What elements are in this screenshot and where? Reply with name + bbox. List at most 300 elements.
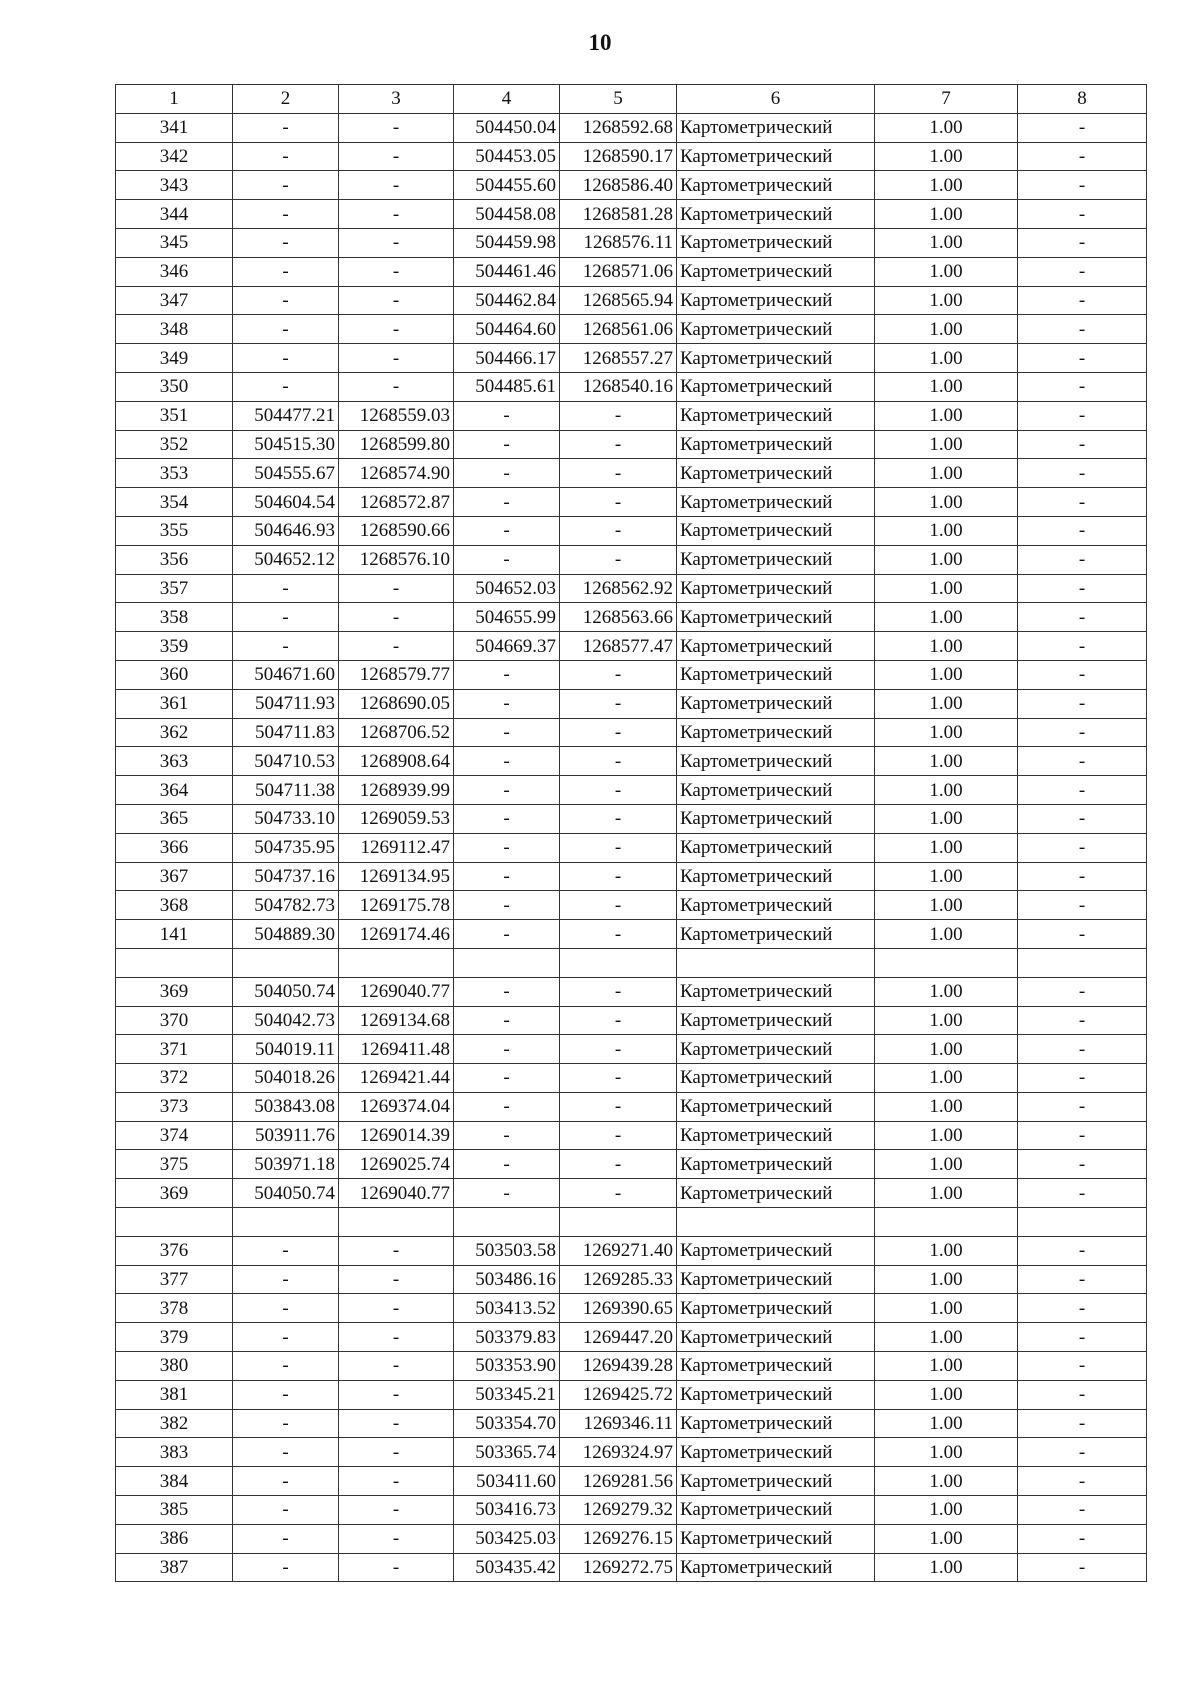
table-cell-col-1: 376 [116,1236,233,1265]
table-cell-col-4: 504464.60 [454,315,560,344]
table-cell-col-6: Картометрический [677,1064,875,1093]
table-row [116,718,1147,747]
table-cell-col-6: Картометрический [677,1409,875,1438]
table-cell-col-8: - [1018,113,1147,142]
table-cell-col-6: Картометрический [677,488,875,517]
table-cell-col-8: - [1018,603,1147,632]
table-cell-col-1: 374 [116,1121,233,1150]
table-cell-col-3 [339,1208,454,1237]
table-cell-col-8: - [1018,459,1147,488]
table-cell-col-4: - [454,430,560,459]
table-cell-col-6: Картометрический [677,833,875,862]
table-row [116,1553,1147,1582]
table-cell-col-5: 1268577.47 [560,632,677,661]
table-cell-col-1: 382 [116,1409,233,1438]
table-cell-col-3: - [339,286,454,315]
table-cell-col-3: 1268574.90 [339,459,454,488]
table-cell-col-6: Картометрический [677,1553,875,1582]
table-cell-col-4: - [454,833,560,862]
table-cell-col-1: 349 [116,344,233,373]
table-cell-col-2: - [233,228,339,257]
table-cell-col-8: - [1018,1150,1147,1179]
table-cell-col-3: - [339,1236,454,1265]
table-cell-col-1: 343 [116,171,233,200]
table-cell-col-3: - [339,1294,454,1323]
table-row [116,545,1147,574]
table-cell-col-3: - [339,142,454,171]
table-cell-col-7: 1.00 [875,660,1018,689]
table-cell-col-7: 1.00 [875,1467,1018,1496]
table-cell-col-3: - [339,344,454,373]
table-cell-col-8: - [1018,804,1147,833]
table-cell-col-7: 1.00 [875,920,1018,949]
table-cell-col-7: 1.00 [875,1179,1018,1208]
table-cell-col-5: 1269285.33 [560,1265,677,1294]
page-number: 10 [588,30,612,55]
table-cell-col-5: 1269439.28 [560,1352,677,1381]
table-cell-col-2: 504646.93 [233,516,339,545]
table-row [116,689,1147,718]
table-cell-col-7: 1.00 [875,1524,1018,1553]
table-row [116,1352,1147,1381]
table-cell-col-2: 503911.76 [233,1121,339,1150]
table-cell-col-2: 504711.93 [233,689,339,718]
table-cell-col-7: 1.00 [875,1294,1018,1323]
table-cell-col-8: - [1018,171,1147,200]
table-cell-col-1: 347 [116,286,233,315]
table-cell-col-5: - [560,1121,677,1150]
table-row [116,1150,1147,1179]
column-header-6: 6 [677,85,875,114]
table-cell-col-8: - [1018,1380,1147,1409]
coordinates-table [115,84,1147,1582]
table-cell-col-5: 1269281.56 [560,1467,677,1496]
table-cell-col-7: 1.00 [875,1064,1018,1093]
table-cell-col-8: - [1018,920,1147,949]
table-cell-col-1: 342 [116,142,233,171]
table-row [116,1179,1147,1208]
table-cell-col-4: - [454,891,560,920]
table-row [116,1467,1147,1496]
table-cell-col-2: 504735.95 [233,833,339,862]
table-cell-col-4: 504459.98 [454,228,560,257]
table-cell-col-5: - [560,804,677,833]
table-cell-col-2: - [233,113,339,142]
table-cell-col-5: - [560,488,677,517]
table-cell-col-6: Картометрический [677,574,875,603]
table-cell-col-5: 1269271.40 [560,1236,677,1265]
column-header-7: 7 [875,85,1018,114]
table-cell-col-8: - [1018,862,1147,891]
table-cell-col-2 [233,1208,339,1237]
table-cell-col-3: 1269411.48 [339,1035,454,1064]
table-cell-col-1: 377 [116,1265,233,1294]
table-cell-col-1: 373 [116,1092,233,1121]
table-row [116,920,1147,949]
table-cell-col-5: - [560,1035,677,1064]
table-cell-col-1: 359 [116,632,233,661]
table-cell-col-7: 1.00 [875,1380,1018,1409]
table-cell-col-3: 1268599.80 [339,430,454,459]
table-cell-col-8: - [1018,1265,1147,1294]
table-cell-col-2: - [233,200,339,229]
table-row [116,315,1147,344]
table-cell-col-3: 1269175.78 [339,891,454,920]
table-cell-col-7 [875,1208,1018,1237]
table-row [116,747,1147,776]
table-cell-col-8: - [1018,488,1147,517]
table-cell-col-6: Картометрический [677,689,875,718]
table-cell-col-2: 504782.73 [233,891,339,920]
table-cell-col-6: Картометрический [677,545,875,574]
table-row [116,632,1147,661]
column-header-1: 1 [116,85,233,114]
table-cell-col-5: 1269279.32 [560,1496,677,1525]
table-cell-col-2: 504477.21 [233,401,339,430]
table-cell-col-5: - [560,459,677,488]
table-cell-col-3: - [339,1438,454,1467]
table-cell-col-3: - [339,1524,454,1553]
table-cell-col-8: - [1018,228,1147,257]
table-cell-col-2: 504604.54 [233,488,339,517]
table-cell-col-3: - [339,171,454,200]
table-cell-col-6: Картометрический [677,920,875,949]
table-cell-col-7: 1.00 [875,603,1018,632]
table-cell-col-6: Картометрический [677,142,875,171]
table-cell-col-7: 1.00 [875,1323,1018,1352]
table-cell-col-8: - [1018,660,1147,689]
table-cell-col-6: Картометрический [677,228,875,257]
table-cell-col-6: Картометрический [677,1496,875,1525]
table-cell-col-3: - [339,228,454,257]
column-header-4: 4 [454,85,560,114]
table-cell-col-2: - [233,1409,339,1438]
table-cell-col-3: - [339,1380,454,1409]
table-cell-col-7: 1.00 [875,430,1018,459]
table-cell-col-7: 1.00 [875,286,1018,315]
table-row [116,977,1147,1006]
table-cell-col-5: - [560,1179,677,1208]
table-cell-col-4: 503503.58 [454,1236,560,1265]
table-cell-col-8: - [1018,632,1147,661]
table-cell-col-8: - [1018,1294,1147,1323]
table-cell-col-6: Картометрический [677,401,875,430]
table-row [116,113,1147,142]
table-cell-col-3: - [339,1352,454,1381]
table-cell-col-5: 1268561.06 [560,315,677,344]
table-cell-col-6: Картометрический [677,603,875,632]
table-cell-col-5: - [560,862,677,891]
table-cell-col-6: Картометрический [677,1121,875,1150]
table-cell-col-6: Картометрический [677,862,875,891]
table-cell-col-3: 1269421.44 [339,1064,454,1093]
table-cell-col-4: 504461.46 [454,257,560,286]
table-row [116,948,1147,977]
table-cell-col-2: - [233,1553,339,1582]
table-cell-col-7 [875,948,1018,977]
table-cell-col-8: - [1018,545,1147,574]
table-cell-col-8: - [1018,977,1147,1006]
table-cell-col-6: Картометрический [677,1236,875,1265]
table-cell-col-4: - [454,1035,560,1064]
table-cell-col-4: - [454,1179,560,1208]
table-cell-col-5: 1268586.40 [560,171,677,200]
table-cell-col-4: 503411.60 [454,1467,560,1496]
table-cell-col-6: Картометрический [677,804,875,833]
table-cell-col-1: 385 [116,1496,233,1525]
table-cell-col-2: - [233,1467,339,1496]
table-cell-col-6: Картометрический [677,344,875,373]
table-cell-col-4: 504462.84 [454,286,560,315]
table-cell-col-4: - [454,660,560,689]
table-cell-col-1 [116,948,233,977]
table-row [116,372,1147,401]
table-row [116,1409,1147,1438]
table-cell-col-6: Картометрический [677,1294,875,1323]
table-row [116,1236,1147,1265]
table-cell-col-7: 1.00 [875,516,1018,545]
table-cell-col-4: - [454,1150,560,1179]
table-cell-col-7: 1.00 [875,689,1018,718]
table-cell-col-3: - [339,113,454,142]
table-cell-col-3: 1269040.77 [339,1179,454,1208]
table-cell-col-2: - [233,1524,339,1553]
table-cell-col-5: 1269447.20 [560,1323,677,1352]
table-cell-col-1: 350 [116,372,233,401]
table-row [116,1006,1147,1035]
table-cell-col-8: - [1018,142,1147,171]
table-cell-col-4: - [454,718,560,747]
table-cell-col-6: Картометрический [677,1092,875,1121]
table-cell-col-2: 504711.38 [233,776,339,805]
table-cell-col-1: 352 [116,430,233,459]
table-body [116,113,1147,1582]
table-cell-col-8: - [1018,372,1147,401]
table-cell-col-2: - [233,1352,339,1381]
table-cell-col-4: - [454,401,560,430]
table-cell-col-2: - [233,1380,339,1409]
table-cell-col-1: 360 [116,660,233,689]
table-cell-col-7: 1.00 [875,833,1018,862]
table-cell-col-2: 504050.74 [233,1179,339,1208]
table-row [116,286,1147,315]
table-cell-col-8: - [1018,200,1147,229]
table-cell-col-5: 1268562.92 [560,574,677,603]
table-cell-col-4: - [454,804,560,833]
table-cell-col-2: - [233,1438,339,1467]
table-cell-col-2: - [233,372,339,401]
table-cell-col-1: 357 [116,574,233,603]
table-cell-col-6: Картометрический [677,1352,875,1381]
table-cell-col-4: - [454,689,560,718]
table-cell-col-1: 375 [116,1150,233,1179]
table-cell-col-5 [560,948,677,977]
table-cell-col-3: 1268908.64 [339,747,454,776]
table-cell-col-7: 1.00 [875,1035,1018,1064]
table-cell-col-3: 1268690.05 [339,689,454,718]
table-cell-col-7: 1.00 [875,401,1018,430]
table-row [116,344,1147,373]
table-row [116,1438,1147,1467]
table-cell-col-7: 1.00 [875,459,1018,488]
table-cell-col-8 [1018,948,1147,977]
table-cell-col-7: 1.00 [875,315,1018,344]
table-cell-col-8: - [1018,315,1147,344]
table-cell-col-2: - [233,1323,339,1352]
table-cell-col-4: 503413.52 [454,1294,560,1323]
table-cell-col-4: - [454,920,560,949]
table-cell-col-3 [339,948,454,977]
table-cell-col-3: 1268572.87 [339,488,454,517]
table-cell-col-8: - [1018,1179,1147,1208]
table-cell-col-7: 1.00 [875,1438,1018,1467]
table-cell-col-1: 378 [116,1294,233,1323]
table-cell-col-1: 351 [116,401,233,430]
table-cell-col-7: 1.00 [875,1409,1018,1438]
table-cell-col-5: 1268590.17 [560,142,677,171]
table-cell-col-8: - [1018,1352,1147,1381]
table-cell-col-2: 504042.73 [233,1006,339,1035]
table-row [116,459,1147,488]
table-cell-col-7: 1.00 [875,891,1018,920]
table-cell-col-4: 504652.03 [454,574,560,603]
table-cell-col-8: - [1018,1323,1147,1352]
table-cell-col-8: - [1018,1438,1147,1467]
table-cell-col-2: 504737.16 [233,862,339,891]
table-cell-col-7: 1.00 [875,228,1018,257]
table-cell-col-2: 504050.74 [233,977,339,1006]
table-row [116,401,1147,430]
table-row [116,1121,1147,1150]
table-cell-col-6: Картометрический [677,1467,875,1496]
table-cell-col-5: 1269272.75 [560,1553,677,1582]
table-cell-col-3: - [339,603,454,632]
table-cell-col-6: Картометрический [677,977,875,1006]
table-cell-col-6: Картометрический [677,1524,875,1553]
table-cell-col-3: - [339,200,454,229]
table-cell-col-8: - [1018,1467,1147,1496]
table-cell-col-1: 369 [116,977,233,1006]
table-cell-col-8: - [1018,1553,1147,1582]
table-cell-col-7: 1.00 [875,545,1018,574]
table-cell-col-4: - [454,1121,560,1150]
table-cell-col-6: Картометрический [677,1035,875,1064]
table-cell-col-2: - [233,142,339,171]
table-cell-col-4: 503365.74 [454,1438,560,1467]
table-cell-col-6: Картометрический [677,1006,875,1035]
table-cell-col-5 [560,1208,677,1237]
table-cell-col-3: 1268579.77 [339,660,454,689]
table-cell-col-5: - [560,977,677,1006]
table-cell-col-5: 1268557.27 [560,344,677,373]
table-cell-col-7: 1.00 [875,1236,1018,1265]
table-row [116,660,1147,689]
table-cell-col-3: - [339,1467,454,1496]
table-cell-col-5: - [560,545,677,574]
table-cell-col-5: 1269425.72 [560,1380,677,1409]
table-cell-col-5: - [560,660,677,689]
table-cell-col-2: - [233,257,339,286]
table-cell-col-5: 1268576.11 [560,228,677,257]
table-cell-col-1: 346 [116,257,233,286]
table-cell-col-4 [454,1208,560,1237]
table-cell-col-5: - [560,689,677,718]
column-header-2: 2 [233,85,339,114]
table-cell-col-3: 1268576.10 [339,545,454,574]
table-cell-col-3: 1269040.77 [339,977,454,1006]
table-cell-col-2: 504711.83 [233,718,339,747]
table-cell-col-1: 345 [116,228,233,257]
table-cell-col-3: 1268559.03 [339,401,454,430]
table-cell-col-7: 1.00 [875,804,1018,833]
table-cell-col-4: - [454,776,560,805]
table-cell-col-1: 371 [116,1035,233,1064]
table-cell-col-4: - [454,545,560,574]
table-cell-col-5: 1268571.06 [560,257,677,286]
table-cell-col-6: Картометрический [677,459,875,488]
table-cell-col-2: 504710.53 [233,747,339,776]
table-cell-col-8: - [1018,257,1147,286]
table-cell-col-8: - [1018,1524,1147,1553]
table-cell-col-3: - [339,372,454,401]
header-row [116,85,1147,114]
table-cell-col-8: - [1018,344,1147,373]
table-cell-col-6 [677,1208,875,1237]
table-cell-col-8: - [1018,1236,1147,1265]
table-cell-col-8: - [1018,401,1147,430]
table-cell-col-7: 1.00 [875,1092,1018,1121]
table-cell-col-1: 361 [116,689,233,718]
table-cell-col-1: 383 [116,1438,233,1467]
table-cell-col-8: - [1018,1064,1147,1093]
table-cell-col-2: 504671.60 [233,660,339,689]
table-cell-col-8: - [1018,776,1147,805]
table-cell-col-2: - [233,171,339,200]
table-cell-col-6: Картометрический [677,516,875,545]
table-cell-col-7: 1.00 [875,1352,1018,1381]
table-cell-col-5: - [560,516,677,545]
table-cell-col-3: - [339,1323,454,1352]
table-cell-col-8: - [1018,430,1147,459]
table-cell-col-1: 356 [116,545,233,574]
table-cell-col-1: 372 [116,1064,233,1093]
table-cell-col-3: 1269112.47 [339,833,454,862]
table-cell-col-8: - [1018,1006,1147,1035]
table-cell-col-1: 366 [116,833,233,862]
table-cell-col-6: Картометрический [677,632,875,661]
table-row [116,862,1147,891]
table-cell-col-7: 1.00 [875,574,1018,603]
table-cell-col-3: - [339,1265,454,1294]
table-row [116,257,1147,286]
table-cell-col-4: - [454,488,560,517]
table-cell-col-1: 348 [116,315,233,344]
table-cell-col-7: 1.00 [875,488,1018,517]
table-cell-col-7: 1.00 [875,776,1018,805]
table-row [116,1294,1147,1323]
table-row [116,1064,1147,1093]
table-cell-col-1: 341 [116,113,233,142]
table-row [116,430,1147,459]
table-cell-col-2: - [233,574,339,603]
table-cell-col-4: - [454,747,560,776]
table-cell-col-4: - [454,862,560,891]
table-cell-col-4: 504485.61 [454,372,560,401]
table-cell-col-8: - [1018,891,1147,920]
table-cell-col-1 [116,1208,233,1237]
table-cell-col-5: 1269390.65 [560,1294,677,1323]
table-cell-col-7: 1.00 [875,344,1018,373]
